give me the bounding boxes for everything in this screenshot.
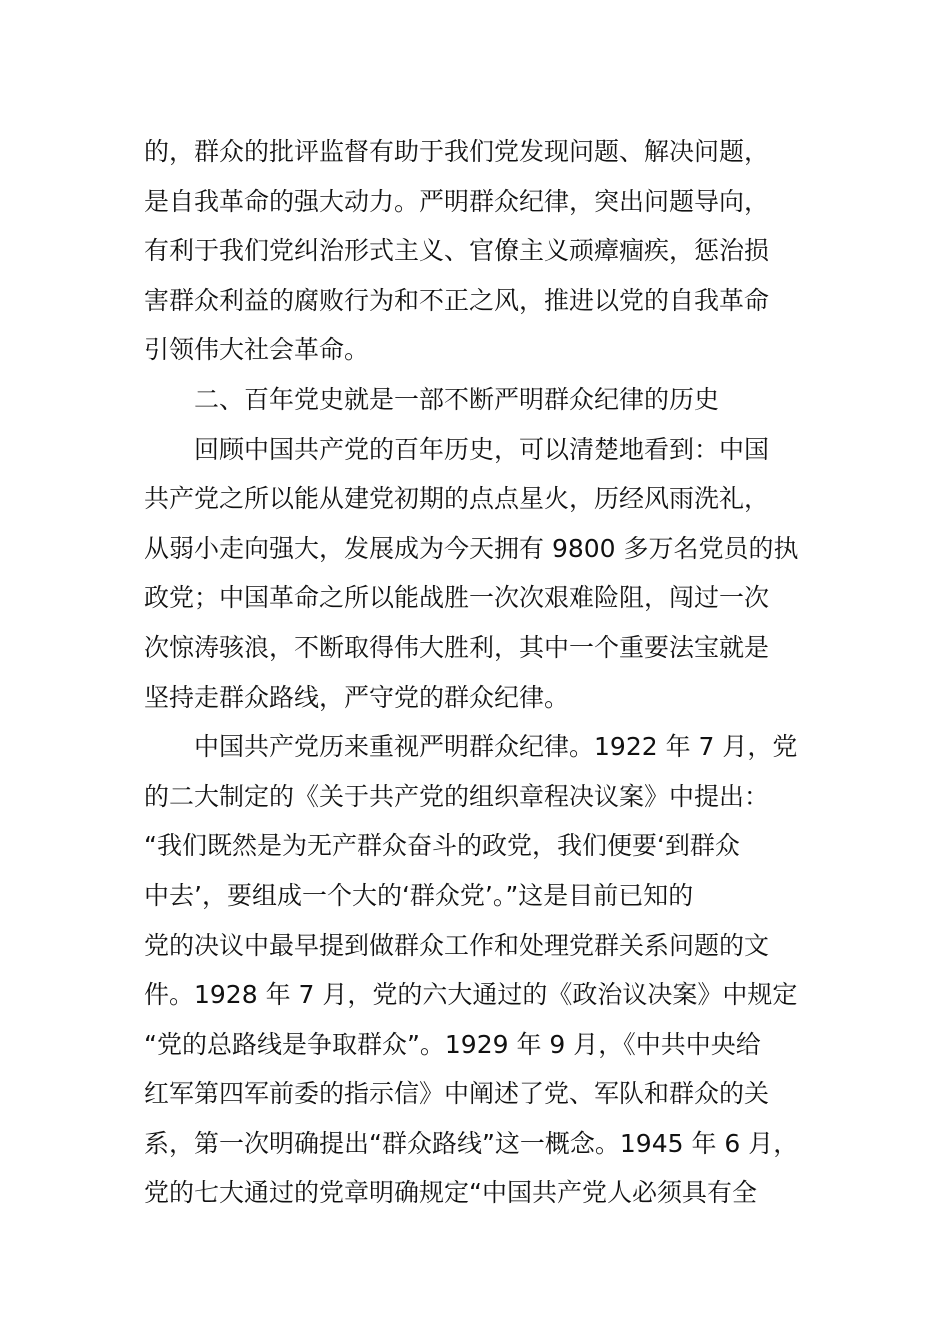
paragraph-line: 引领伟大社会革命。	[144, 335, 370, 365]
paragraph-line: 红军第四军前委的指示信》中阐述了党、军队和群众的关	[144, 1079, 770, 1109]
paragraph-line: 有利于我们党纠治形式主义、官僚主义顽瘴痼疾，惩治损	[144, 236, 770, 266]
paragraph-line: 的二大制定的《关于共产党的组织章程决议案》中提出：	[144, 781, 770, 811]
document-body	[144, 127, 844, 1218]
paragraph-line: 是自我革命的强大动力。严明群众纪律，突出问题导向，	[144, 186, 770, 216]
paragraph-line: “我们既然是为无产群众奋斗的政党，我们便要‘到群众	[144, 831, 740, 861]
paragraph-line: 共产党之所以能从建党初期的点点星火，历经风雨洗礼，	[144, 484, 770, 514]
section-heading: 二、百年党史就是一部不断严明群众纪律的历史	[194, 384, 720, 414]
paragraph-line: 党的决议中最早提到做群众工作和处理党群关系问题的文	[144, 930, 770, 960]
paragraph-line: 回顾中国共产党的百年历史，可以清楚地看到：中国	[194, 434, 770, 464]
paragraph-line: 害群众利益的腐败行为和不正之风，推进以党的自我革命	[144, 285, 770, 315]
paragraph-line: 的，群众的批评监督有助于我们党发现问题、解决问题，	[144, 137, 770, 166]
paragraph-line: 坚持走群众路线，严守党的群众纪律。	[144, 682, 570, 712]
paragraph-line: 件。1928 年 7 月，党的六大通过的《政治议决案》中规定	[144, 980, 798, 1010]
paragraph-line: 系，第一次明确提出“群众路线”这一概念。1945 年 6 月，	[144, 1128, 799, 1158]
paragraph-line: 中国共产党历来重视严明群众纪律。1922 年 7 月，党	[194, 732, 798, 762]
paragraph-line: 政党；中国革命之所以能战胜一次次艰难险阻，闯过一次	[144, 583, 770, 613]
paragraph-line: 党的七大通过的党章明确规定“中国共产党人必须具有全	[144, 1178, 757, 1208]
paragraph-line: 从弱小走向强大，发展成为今天拥有 9800 多万名党员的执	[144, 533, 799, 563]
paragraph-line: 次惊涛骇浪，不断取得伟大胜利，其中一个重要法宝就是	[144, 632, 770, 662]
paragraph-line: “党的总路线是争取群众”。1929 年 9 月，《中共中央给	[144, 1029, 761, 1059]
paragraph-line: 中去’，要组成一个大的‘群众党’。”这是目前已知的	[144, 880, 694, 910]
